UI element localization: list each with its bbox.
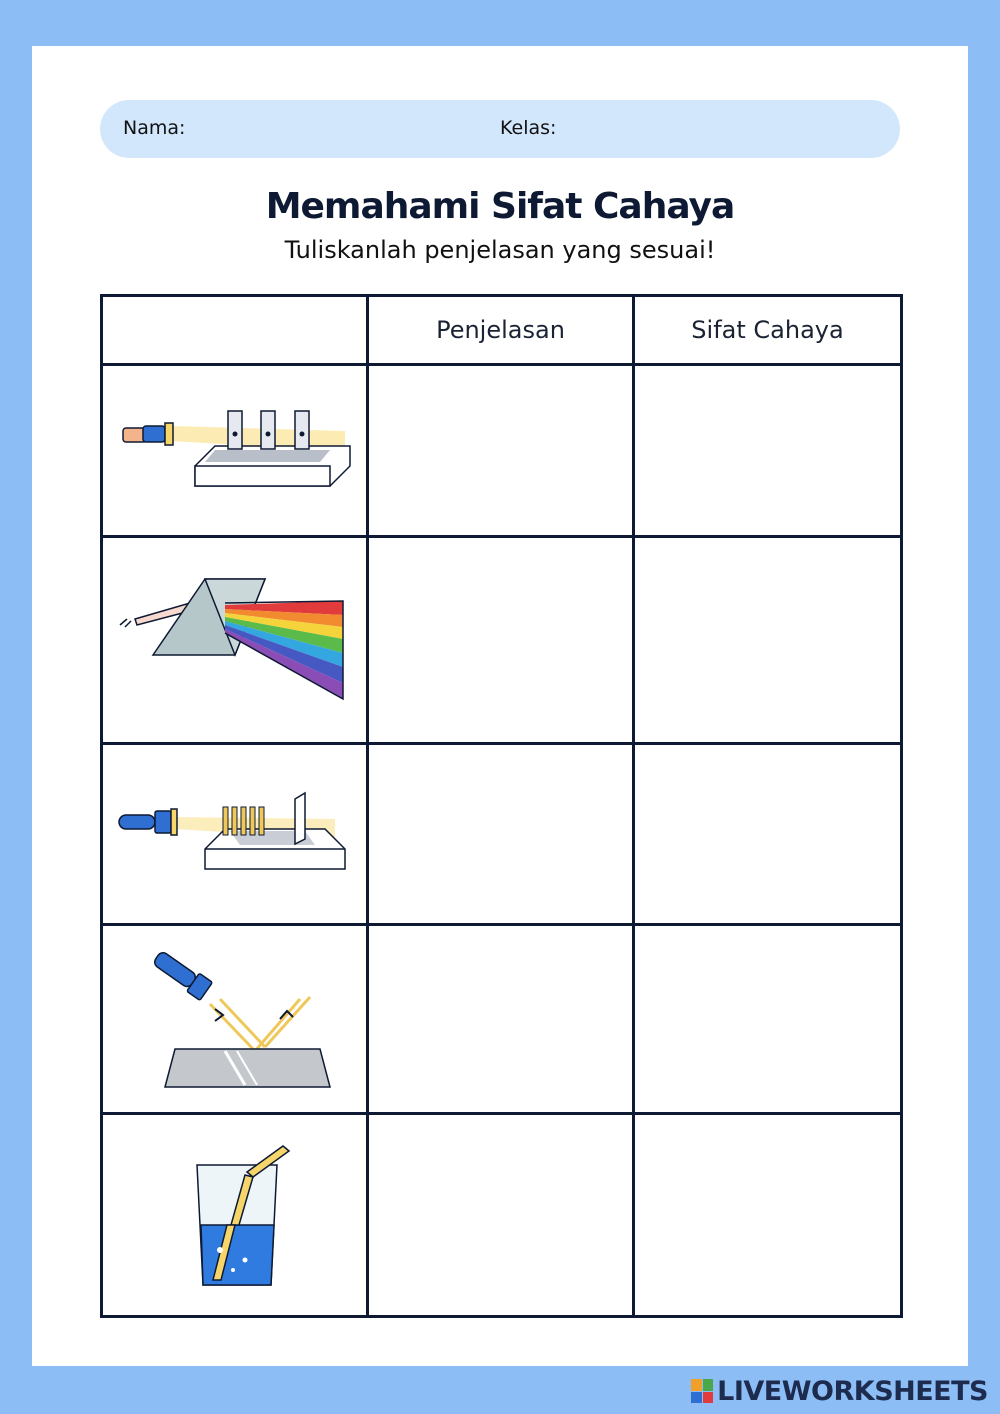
table-row bbox=[102, 365, 902, 537]
flashlight-through-holes-icon bbox=[115, 406, 355, 496]
illustration-cell bbox=[102, 1114, 368, 1317]
flashlight-mirror-reflection-icon bbox=[115, 939, 355, 1099]
page-title: Memahami Sifat Cahaya bbox=[265, 186, 735, 227]
answer-table bbox=[100, 294, 903, 1318]
property-cell[interactable] bbox=[634, 744, 902, 925]
liveworksheets-mark-icon bbox=[691, 1379, 713, 1403]
property-cell[interactable] bbox=[634, 925, 902, 1114]
header-cell-property: Sifat Cahaya bbox=[634, 296, 902, 365]
liveworksheets-brand: LIVEWORKSHEETS bbox=[717, 1375, 988, 1407]
illustration-cell bbox=[102, 365, 368, 537]
straw-in-water-glass-icon bbox=[115, 1140, 355, 1290]
table-row bbox=[102, 925, 902, 1114]
illustration-cell bbox=[102, 744, 368, 925]
table-row bbox=[102, 1114, 902, 1317]
prism-rainbow-icon bbox=[115, 575, 355, 705]
illustration-cell bbox=[102, 925, 368, 1114]
table-row bbox=[102, 537, 902, 744]
class-label: Kelas: bbox=[500, 117, 557, 139]
table-row bbox=[102, 744, 902, 925]
explanation-cell[interactable] bbox=[368, 537, 634, 744]
table-header-row bbox=[102, 296, 902, 365]
property-cell[interactable] bbox=[634, 365, 902, 537]
explanation-cell[interactable] bbox=[368, 1114, 634, 1317]
name-label: Nama: bbox=[123, 117, 186, 139]
name-class-bar bbox=[100, 100, 900, 158]
illustration-cell bbox=[102, 537, 368, 744]
liveworksheets-logo bbox=[691, 1376, 988, 1406]
flashlight-comb-shadow-icon bbox=[115, 789, 355, 879]
explanation-cell[interactable] bbox=[368, 925, 634, 1114]
explanation-cell[interactable] bbox=[368, 744, 634, 925]
header-cell-image bbox=[102, 296, 368, 365]
property-cell[interactable] bbox=[634, 537, 902, 744]
explanation-cell[interactable] bbox=[368, 365, 634, 537]
property-cell[interactable] bbox=[634, 1114, 902, 1317]
header-cell-explanation: Penjelasan bbox=[368, 296, 634, 365]
page-subtitle: Tuliskanlah penjelasan yang sesuai! bbox=[284, 236, 716, 264]
worksheet-page bbox=[32, 46, 968, 1366]
